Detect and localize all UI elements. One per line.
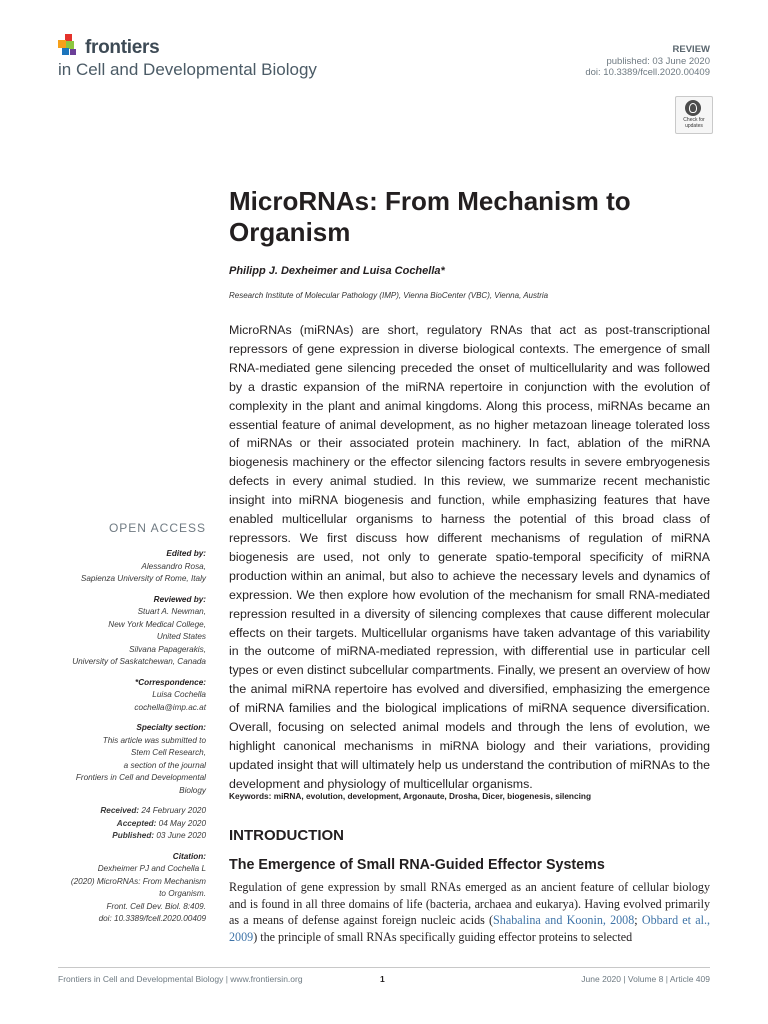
article-type: REVIEW — [672, 44, 710, 55]
check-label: Check for — [683, 117, 705, 123]
publication-info — [585, 44, 710, 79]
citation-text: to Organism. — [159, 889, 206, 898]
check-updates-icon — [685, 100, 701, 116]
specialty-text: Stem Cell Research, — [130, 748, 206, 757]
citation-label: Citation: — [172, 851, 206, 861]
received-date: Received: 24 February 2020 — [100, 806, 206, 815]
keywords: Keywords: miRNA, evolution, development, Argonaute, Drosha, Dicer, biogenesis, silencing — [229, 791, 592, 801]
footer-divider — [58, 967, 710, 968]
brand-name: frontiers — [85, 37, 160, 58]
article-title: MicroRNAs: From Mechanism to Organism — [229, 186, 631, 247]
correspondence-label: *Correspondence: — [135, 677, 206, 687]
reviewer-affiliation: University of Saskatchewan, Canada — [72, 657, 206, 666]
section-heading: INTRODUCTION — [229, 827, 344, 844]
correspondence-block — [48, 677, 206, 715]
journal-name: in Cell and Developmental Biology — [58, 60, 317, 79]
published-date-sidebar: Published: 03 June 2020 — [112, 831, 206, 840]
citation-text: Dexheimer PJ and Cochella L — [97, 864, 206, 873]
authors: Philipp J. Dexheimer and Luisa Cochella* — [229, 265, 445, 277]
reviewer-affiliation: United States — [156, 632, 206, 641]
editor-affiliation: Sapienza University of Rome, Italy — [80, 574, 206, 583]
reviewer-name[interactable]: Silvana Papagerakis, — [129, 644, 206, 654]
published-date: published: 03 June 2020 — [606, 55, 710, 67]
page-number: 1 — [380, 974, 385, 984]
citation-link[interactable]: Shabalina and Koonin, 2008 — [493, 913, 635, 928]
doi[interactable]: doi: 10.3389/fcell.2020.00409 — [585, 67, 710, 78]
footer-journal-link[interactable]: Frontiers in Cell and Developmental Biology | www.frontiersin.org — [58, 974, 303, 984]
citation-block — [48, 851, 206, 926]
edited-by-block — [48, 548, 206, 586]
dates-block — [48, 805, 206, 843]
edited-by-label: Edited by: — [166, 549, 206, 558]
footer-issue-info: June 2020 | Volume 8 | Article 409 — [581, 974, 710, 984]
subsection-heading: The Emergence of Small RNA-Guided Effector Systems — [229, 857, 605, 873]
reviewed-by-label: Reviewed by: — [153, 594, 206, 604]
article-sidebar — [48, 520, 206, 934]
correspondence-name: Luisa Cochella — [152, 690, 206, 699]
specialty-text: Biology — [179, 785, 206, 795]
open-access-label: OPEN ACCESS — [108, 521, 206, 535]
accepted-date: Accepted: 04 May 2020 — [116, 818, 206, 828]
reviewed-by-block — [48, 594, 206, 669]
check-for-updates-button[interactable] — [675, 96, 713, 134]
specialty-label: Specialty section: — [136, 723, 206, 732]
citation-text: Front. Cell Dev. Biol. 8:409. — [106, 901, 206, 911]
citation-text: (2020) MicroRNAs: From Mechanism — [70, 876, 206, 886]
body-paragraph: Regulation of gene expression by small RNAs emerged as an ancient feature of cellular biology and is found in all three domains of life (bacteria, archaea and eukarya). Having evolved primarily as a means of defense against foreign nucleic acids (Shabalina and Koonin, 2008; Obbard et al., 2009) the principle of small RNAs specifically guiding effector proteins to selected — [229, 880, 711, 944]
specialty-text: a section of the journal — [123, 760, 206, 770]
specialty-block — [48, 722, 206, 797]
editor-name[interactable]: Alessandro Rosa, — [141, 561, 206, 571]
reviewer-affiliation: New York Medical College, — [108, 619, 206, 629]
specialty-text: This article was submitted to — [102, 735, 206, 745]
abstract: MicroRNAs (miRNAs) are short, regulatory RNAs that act as post-transcriptional repressors of gene expression in diverse biological contexts. The emergence of small RNA-mediated gene silencing preceded the onset of multicellularity and was followed by a drastic expansion of the miRNA repertoire in conjunction with the evolution of complexity in the plant and animal kingdoms. Along this process, miRNAs became an essential feature of animal development, as no higher metazoan lineage tolerated loss of miRNAs or their associated protein machinery. In fact, ablation of the miRNA biogenesis machinery or the effector silencing factors results in severe embryogenesis defects in every animal studied. In this review, we summarize recent mechanistic insight into miRNA biogenesis and function, while emphasizing features that have enabled multicellular organisms to harness the potential of this broad class of repressors. We first discuss how different mechanisms of regulation of miRNA biogenesis are used, not only to generate spatio-temporal specificity of miRNA production within an animal, but also to achieve the necessary levels and dynamics of expression. We then explore how evolution of the mechanism for small RNA-mediated repression resulted in a diversity of silencing complexes that cause different molecular effects on their targets. Multicellular organisms have taken advantage of this variability in the outcome of miRNA-mediated repression, with differential use in particular cell types or even distinct subcellular compartments. Finally, we present an overview of how the animal miRNA repertoire has evolved and diversified, emphasizing the emergence of miRNA families and the biological implications of miRNA sequence diversification. Overall, focusing on selected animal models and through the lens of evolution, we highlight canonical mechanisms in miRNA biology and their variations, providing updated insight that will ultimately help us understand the contribution of miRNAs to the development and physiology of multicellular organisms. — [229, 323, 710, 791]
specialty-text: Frontiers in Cell and Developmental — [75, 773, 206, 782]
correspondence-email-link[interactable]: cochella@imp.ac.at — [134, 702, 206, 712]
citation-link[interactable]: Obbard et al., 2009 — [229, 913, 711, 944]
reviewer-name[interactable]: Stuart A. Newman, — [137, 607, 206, 616]
frontiers-logo-icon — [58, 34, 80, 58]
affiliation: Research Institute of Molecular Pathology (IMP), Vienna BioCenter (VBC), Vienna, Austria — [229, 291, 549, 300]
updates-label: updates — [685, 122, 703, 129]
citation-doi-link[interactable]: doi: 10.3389/fcell.2020.00409 — [98, 914, 206, 923]
